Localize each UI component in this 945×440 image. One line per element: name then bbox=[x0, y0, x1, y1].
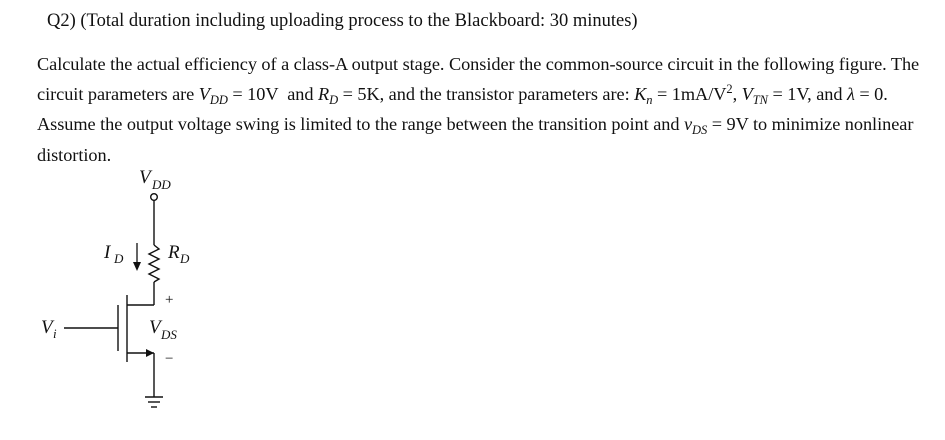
current-arrow-icon bbox=[133, 262, 141, 271]
vds-value: = 9V bbox=[707, 114, 749, 134]
id-label-sub: D bbox=[114, 251, 124, 266]
vi-label: V bbox=[41, 317, 53, 338]
text-assume: Assume the output voltage swing is limited to the range between the transition point and bbox=[37, 114, 684, 134]
vdd-value: = 10V bbox=[227, 83, 279, 104]
vds-label: V bbox=[149, 317, 161, 338]
vtn-value: = 1V bbox=[767, 83, 808, 104]
vds-minus-label: − bbox=[165, 351, 174, 367]
vi-label-sub: i bbox=[53, 326, 57, 341]
rd-label-sub: D bbox=[180, 251, 190, 266]
problem-line-1: Calculate the actual efficiency of a class-A output stage. Consider the common-source circuit in the following figure. The bbox=[37, 54, 920, 74]
kn-subscript: n bbox=[646, 92, 653, 107]
kn-value: = 1mA/V bbox=[652, 83, 727, 104]
text-circuit-params: circuit parameters are bbox=[37, 83, 199, 104]
vds-label-sub: DS bbox=[161, 327, 177, 342]
vdd-label-sub: DD bbox=[152, 177, 171, 192]
vds-plus-label: + bbox=[165, 292, 174, 308]
text-and-2: , and bbox=[807, 83, 847, 104]
text-and: and bbox=[278, 83, 318, 104]
kn-superscript: 2 bbox=[726, 81, 733, 96]
question-title: Q2) (Total duration including uploading process to the Blackboard: 30 minutes) bbox=[47, 11, 638, 31]
rd-value: = 5K bbox=[338, 83, 380, 104]
text-minimize: to minimize nonlinear bbox=[748, 114, 914, 134]
vdd-subscript: DD bbox=[209, 92, 228, 107]
rd-subscript: D bbox=[329, 92, 339, 107]
vds-subscript: DS bbox=[692, 123, 708, 137]
lambda-value: = 0. bbox=[854, 83, 888, 104]
problem-line-4: distortion. bbox=[37, 144, 112, 165]
text-comma: , bbox=[732, 83, 742, 104]
resistor-rd bbox=[149, 245, 159, 282]
vdd-label: V bbox=[139, 167, 151, 188]
lambda-symbol: λ bbox=[846, 83, 855, 104]
vtn-symbol: V bbox=[741, 83, 753, 104]
vdd-symbol: V bbox=[198, 83, 210, 104]
rd-symbol: R bbox=[317, 83, 330, 104]
rd-label: R bbox=[168, 242, 180, 263]
vtn-subscript: TN bbox=[752, 92, 768, 107]
kn-symbol: K bbox=[634, 83, 647, 104]
vdd-terminal bbox=[151, 194, 158, 201]
source-arrow-icon bbox=[146, 349, 154, 357]
text-transistor-params: , and the transistor parameters are: bbox=[379, 83, 635, 104]
id-label: I bbox=[104, 242, 111, 263]
vds-symbol: v bbox=[683, 114, 693, 134]
